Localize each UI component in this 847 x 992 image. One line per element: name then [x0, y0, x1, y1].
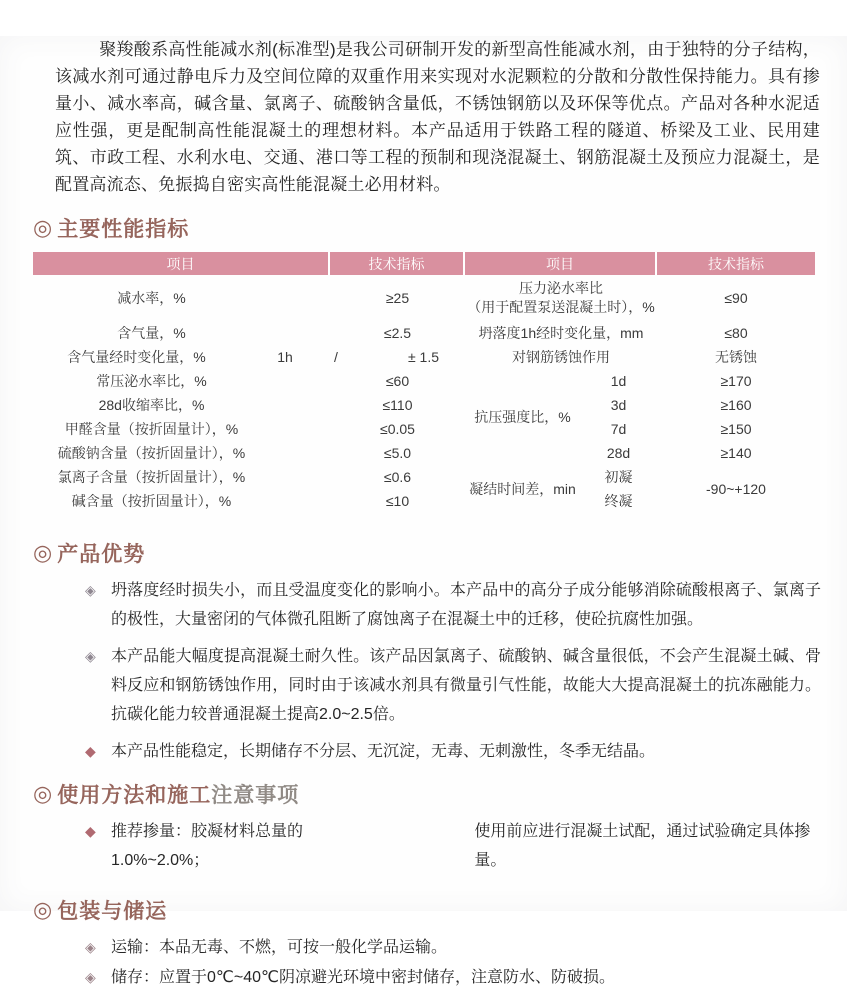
section-title-text: 包装与储运: [57, 900, 168, 923]
spec-table-left-half: [33, 275, 465, 513]
row-value: ≤80: [724, 325, 748, 341]
row-value: ≤10: [385, 493, 410, 509]
age-value: ≥140: [720, 445, 752, 461]
row-label: 28d收缩率比，%: [98, 397, 205, 413]
section-title-text: 产品优势: [57, 543, 146, 566]
list-item: ◈ 本产品能大幅度提高混凝土耐久性。该产品因氯离子、硫酸钠、碱含量很低，不会产生混凝土碱、骨料反应和钢筋锈蚀作用，同时由于该减水剂具有微量引气性能，故能大大提高混凝土的抗冻融能力。抗碳化能力较普通混凝土提高2.0~2.5倍。: [85, 642, 821, 729]
setting-time-group: [465, 465, 815, 513]
row-label: 减水率，%: [117, 290, 186, 306]
spec-table-right-half: [465, 275, 815, 513]
row-label: 坍落度1h经时变化量，mm: [478, 324, 644, 341]
strength-ratio-group: [465, 369, 815, 465]
usage-list: [85, 817, 821, 875]
group-ages: [580, 369, 657, 465]
row-value: ≤0.6: [383, 469, 412, 485]
row-value: ≤0.05: [380, 421, 415, 437]
table-row: [33, 465, 465, 489]
row-label: 硫酸钠含量（按折固量计），%: [57, 445, 246, 461]
dosage-recommendation: ◆ 推荐掺量：胶凝材料总量的1.0%~2.0%；: [111, 823, 304, 869]
age-label: 1d: [610, 373, 627, 389]
phase-label: 终凝: [604, 493, 633, 509]
section-title-advantages: [33, 538, 847, 568]
row-value: ≥25: [385, 290, 410, 306]
section-title-usage: [33, 779, 847, 809]
group-label: 凝结时间差，min: [469, 481, 576, 497]
list-item: ◈ 坍落度经时损失小，而且受温度变化的影响小。本产品中的高分子成分能够消除硫酸根离子、氯离子的极性，大量密闭的气体微孔阻断了腐蚀离子在混凝土中的迁移，使砼抗腐性加强。: [85, 576, 821, 634]
row-value-a: /: [334, 349, 338, 365]
row-value: ≤60: [385, 373, 410, 389]
double-circle-icon: ◎: [33, 781, 54, 806]
row-label: [465, 275, 657, 321]
table-row: [465, 321, 815, 345]
age-value: ≥150: [720, 421, 752, 437]
section-title-text-faded: 注意事项: [211, 784, 300, 807]
list-item: ◈ 储存：应置于0℃~40℃阴凉避光环境中密封储存，注意防水、防破损。: [85, 963, 821, 992]
list-item: ◆ 本产品性能稳定，长期储存不分层、无沉淀，无毒、无刺激性，冬季无结晶。: [85, 737, 821, 766]
list-item: ◈ 运输：本品无毒、不燃，可按一般化学品运输。: [85, 933, 821, 962]
section-title-text: 主要性能指标: [57, 218, 190, 241]
spec-table: [33, 252, 815, 513]
section-title-packaging: [33, 895, 847, 925]
table-row: [33, 321, 465, 345]
table-row: [33, 369, 465, 393]
row-label: 氯离子含量（按折固量计），%: [57, 469, 246, 485]
advantages-list: [85, 576, 821, 766]
double-circle-icon: ◎: [33, 897, 54, 922]
table-row: [465, 345, 815, 369]
table-row: [33, 345, 465, 369]
section-title-text: 使用方法和施工: [57, 784, 212, 807]
section-title-performance: [33, 213, 847, 243]
table-row: [33, 441, 465, 465]
row-value: ≤2.5: [383, 325, 412, 341]
spec-table-body: [33, 275, 815, 513]
header-cell-spec-right: 技术指标: [708, 255, 764, 272]
row-label: 碱含量（按折固量计），%: [71, 493, 232, 509]
table-row: [33, 275, 465, 321]
row-label: 常压泌水率比，%: [96, 373, 207, 389]
age-value: ≥170: [720, 373, 752, 389]
group-value: -90~+120: [706, 481, 766, 497]
double-circle-icon: ◎: [33, 540, 54, 565]
row-sublabel: 1h: [277, 349, 293, 365]
spec-table-header: [33, 252, 815, 275]
row-label: 含气量，%: [117, 325, 186, 341]
row-value: ≤90: [724, 290, 748, 306]
row-value: ≤5.0: [383, 445, 412, 461]
row-value: [330, 345, 465, 369]
row-value: 无锈蚀: [715, 349, 757, 365]
document-page: [0, 36, 847, 986]
trial-mix-note: 使用前应进行混凝土试配，通过试验确定具体掺量。: [474, 823, 811, 869]
packaging-list: [85, 933, 821, 992]
table-row: [33, 393, 465, 417]
header-cell-item-left: 项目: [33, 252, 330, 275]
phase-label: 初凝: [604, 469, 633, 485]
header-cell-item-right: 项目: [465, 252, 657, 275]
row-label-line1: 压力泌水率比: [519, 280, 603, 296]
age-value: ≥160: [720, 397, 752, 413]
row-value: ≤110: [382, 397, 413, 413]
age-label: 3d: [610, 397, 627, 413]
list-item: [85, 817, 821, 875]
table-row: [465, 275, 815, 321]
table-row: [33, 489, 465, 513]
row-label-text: 含气量经时变化量，%: [67, 349, 206, 365]
group-values: [657, 369, 815, 465]
intro-paragraph: 聚羧酸系高性能减水剂(标准型)是我公司研制开发的新型高性能减水剂，由于独特的分子结构，该减水剂可通过静电斥力及空间位障的双重作用来实现对水泥颗粒的分散和分散性保持能力。具有掺量小、减水率高，碱含量、氯离子、硫酸钠含量低，不锈蚀钢筋以及环保等优点。产品对各种水泥适应性强，更是配制高性能混凝土的理想材料。本产品适用于铁路工程的隧道、桥梁及工业、民用建筑、市政工程、水利水电、交通、港口等工程的预制和现浇混凝土、钢筋混凝土及预应力混凝土，是配置高流态、免振捣自密实高性能混凝土必用材料。: [55, 40, 820, 194]
row-label: 对钢筋锈蚀作用: [512, 348, 610, 365]
row-value-b: ± 1.5: [407, 349, 439, 365]
group-phases: [580, 465, 657, 513]
table-row: [33, 417, 465, 441]
group-label: 抗压强度比，%: [474, 409, 571, 425]
double-circle-icon: ◎: [33, 215, 54, 240]
row-label-line2: （用于配置泵送混凝土时），%: [467, 299, 655, 315]
row-label: 甲醛含量（按折固量计），%: [64, 421, 239, 437]
row-label: [33, 345, 330, 369]
age-label: 7d: [610, 421, 627, 437]
age-label: 28d: [606, 445, 631, 461]
header-cell-spec-left: 技术指标: [330, 252, 465, 275]
